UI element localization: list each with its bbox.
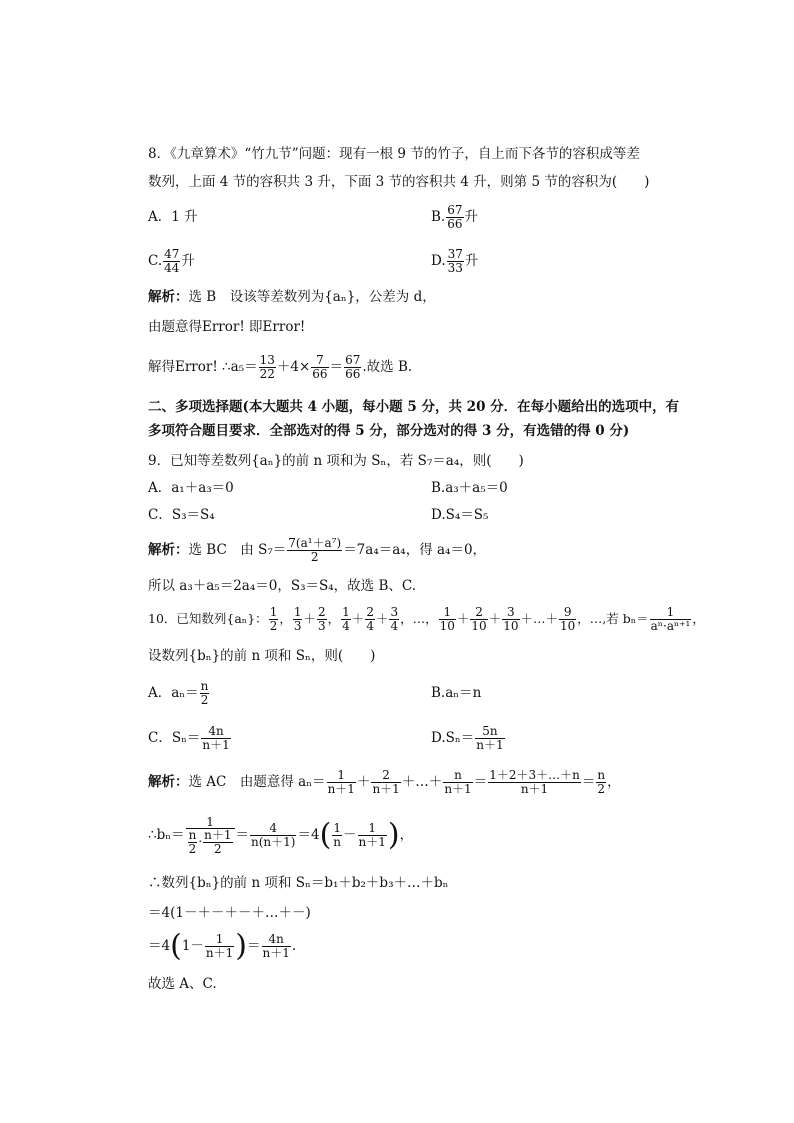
- q8-stem-line2: 数列，上面 4 节的容积共 3 升，下面 3 节的容积共 4 升，则第 5 节的容积为( ): [148, 174, 650, 190]
- section2-line1: 二、多项选择题(本大题共 4 小题，每小题 5 分，共 20 分．在每小题给出的选项中，有: [148, 399, 680, 415]
- q9-solution-line2: 所以 a₃＋a₅＝2a₄＝0，S₃＝S₄，故选 B、C.: [148, 578, 417, 594]
- q9-stem: 9．已知等差数列{aₙ}的前 n 项和为 Sₙ，若 S₇＝a₄，则( ): [148, 453, 524, 469]
- q9-solution-line1: 解析：选 BC 由 S₇＝ $\frac{\text{7(a¹＋a⁷)}}{2}$ ＝7a₄＝a₄，得 a₄＝0，: [148, 536, 487, 564]
- q10-solution-line1: 解析：选 AC 由题意得 aₙ＝ $\frac{1}{n+1}$ ＋ $\frac{2}{n+1}$ ＋…＋ $\frac{n}{n+1}$ ＝ $\frac{1+2+3+\dots+n}{n+1}$ ＝ $\frac{n}{2}$ ，: [148, 768, 621, 796]
- q10-option-c: C．Sₙ＝ $\frac{4n}{n+1}$: [148, 724, 230, 752]
- q8-solution-line1: 解析：选 B 设该等差数列为{aₙ}，公差为 d，: [148, 289, 436, 305]
- q10-option-d: D.Sₙ＝ $\frac{5n}{n+1}$: [431, 724, 504, 752]
- q10-solution-line2: ∴bₙ＝ 1 $\frac{n}{2}$ · $\frac{n+1}{2}$ ＝ $\frac{4}{n(n+1)}$ ＝4( $\frac{1}{n}$ － $\frac{1}{n+1}$ )，: [148, 814, 414, 856]
- q10-solution-line4: ＝4(1－＋－＋－＋…＋－): [148, 905, 311, 921]
- q8-option-a: A．1 升: [148, 209, 198, 225]
- q8-option-d: D. $\frac{37}{33}$ 升: [431, 247, 479, 275]
- q10-option-b: B.aₙ＝n: [431, 685, 482, 701]
- q8-solution-line3: 解得Error! ∴a₅＝ $\frac{13}{22}$ ＋4× $\frac{7}{66}$ ＝ $\frac{67}{66}$ .故选 B.: [148, 353, 413, 381]
- q10-stem-line2: 设数列{bₙ}的前 n 项和 Sₙ，则( ): [148, 648, 376, 664]
- q9-option-a: A．a₁＋a₃＝0: [148, 480, 234, 496]
- q10-solution-line3: ∴数列{bₙ}的前 n 项和 Sₙ＝b₁＋b₂＋b₃＋…＋bₙ: [148, 875, 449, 891]
- q10-solution-line6: 故选 A、C.: [148, 976, 217, 992]
- q8-option-c: C. $\frac{47}{44}$ 升: [148, 247, 195, 275]
- q8-option-b: B. $\frac{67}{66}$ 升: [431, 203, 478, 231]
- q10-option-a: A．aₙ＝ $\frac{n}{2}$: [148, 679, 209, 707]
- q10-solution-line5: ＝4(1－ $\frac{1}{n+1}$ )＝ $\frac{4n}{n+1}$ .: [148, 928, 297, 964]
- section2-line2: 多项符合题目要求．全部选对的得 5 分，部分选对的得 3 分，有选错的得 0 分): [148, 423, 630, 439]
- q8-stem-line1: 8．《九章算术》“竹九节”问题：现有一根 9 节的竹子，自上而下各节的容积成等差: [148, 146, 640, 162]
- q9-option-c: C．S₃＝S₄: [148, 507, 215, 523]
- q10-stem-line1: 10．已知数列{aₙ}： $\frac{1}{2}$ ， $\frac{1}{3}$ ＋ $\frac{2}{3}$ ， $\frac{1}{4}$ ＋ $\frac{2}{4}$ ＋ $\frac{3}{4}$ ，…， $\frac{1}{10}$ ＋ $\frac{2}{10}$ ＋ $\frac{3}{10}$ ＋…＋ $\frac{9}{10}$ ，…,若 bₙ＝ $\frac{1}{\text{aⁿ·aⁿ⁺¹}}$ ，: [148, 605, 705, 633]
- q9-option-d: D.S₄＝S₅: [431, 507, 489, 523]
- q9-option-b: B.a₃＋a₅＝0: [431, 480, 508, 496]
- q8-solution-line2: 由题意得Error! 即Error!: [148, 319, 306, 335]
